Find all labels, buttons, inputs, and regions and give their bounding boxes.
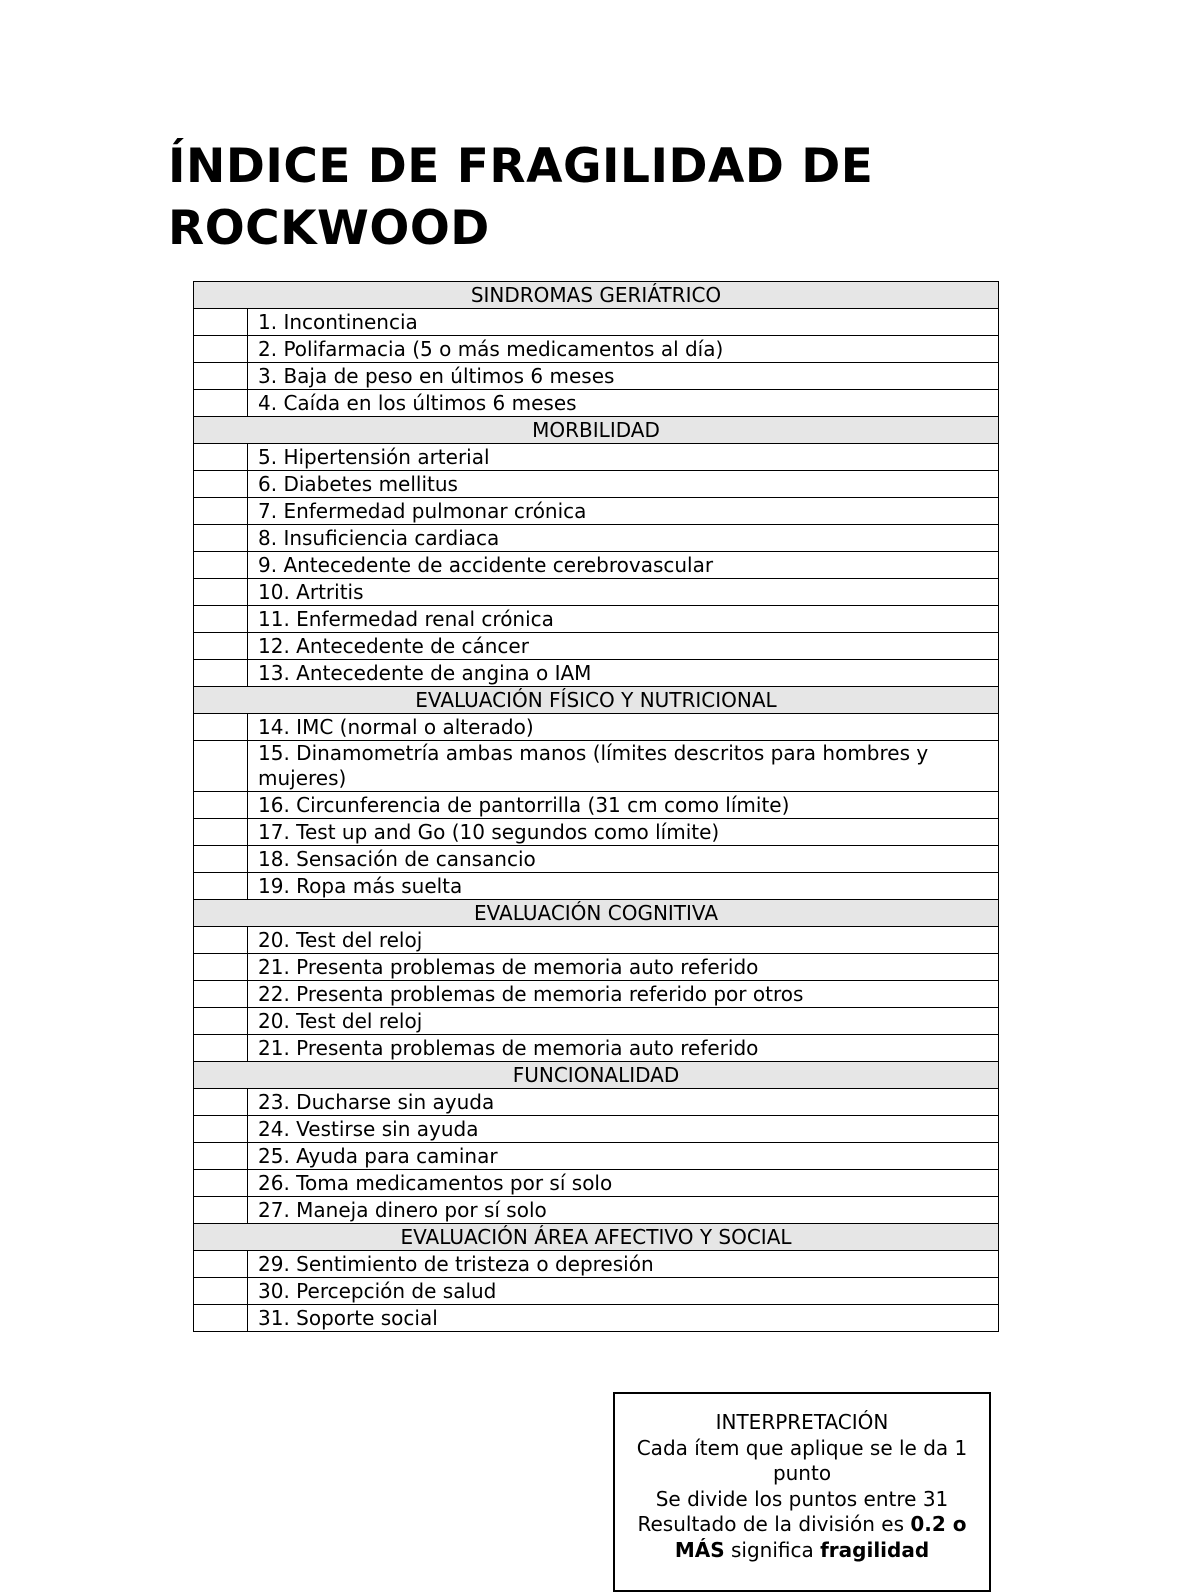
table-row [194, 606, 999, 633]
item-label: 24. Vestirse sin ayuda [248, 1116, 999, 1143]
section-header-row [194, 687, 999, 714]
frailty-index-table [193, 281, 999, 1332]
score-cell[interactable] [194, 606, 248, 633]
table-row [194, 927, 999, 954]
item-label: 22. Presenta problemas de memoria referido por otros [248, 981, 999, 1008]
table-row [194, 1170, 999, 1197]
score-cell[interactable] [194, 471, 248, 498]
table-row [194, 1305, 999, 1332]
item-label: 20. Test del reloj [248, 1008, 999, 1035]
score-cell[interactable] [194, 1035, 248, 1062]
table-row [194, 471, 999, 498]
score-cell[interactable] [194, 1143, 248, 1170]
table-row [194, 552, 999, 579]
document-title: ÍNDICE DE FRAGILIDAD DE ROCKWOOD [168, 139, 874, 256]
item-label: 26. Toma medicamentos por sí solo [248, 1170, 999, 1197]
section-heading: FUNCIONALIDAD [194, 1062, 999, 1089]
item-label: 3. Baja de peso en últimos 6 meses [248, 363, 999, 390]
item-label: 7. Enfermedad pulmonar crónica [248, 498, 999, 525]
item-label: 21. Presenta problemas de memoria auto referido [248, 954, 999, 981]
item-label: 10. Artritis [248, 579, 999, 606]
item-label: 23. Ducharse sin ayuda [248, 1089, 999, 1116]
score-cell[interactable] [194, 1278, 248, 1305]
item-label: 6. Diabetes mellitus [248, 471, 999, 498]
table-row [194, 444, 999, 471]
table-row [194, 633, 999, 660]
score-cell[interactable] [194, 927, 248, 954]
score-cell[interactable] [194, 660, 248, 687]
item-label: 8. Insuficiencia cardiaca [248, 525, 999, 552]
table-row [194, 846, 999, 873]
section-header-row [194, 282, 999, 309]
item-label: 30. Percepción de salud [248, 1278, 999, 1305]
section-heading: MORBILIDAD [194, 417, 999, 444]
interpretation-line-3-prefix: Resultado de la división es [637, 1512, 911, 1536]
section-header-row [194, 1062, 999, 1089]
table-row [194, 1008, 999, 1035]
section-header-row [194, 417, 999, 444]
item-label: 14. IMC (normal o alterado) [248, 714, 999, 741]
score-cell[interactable] [194, 363, 248, 390]
table-row [194, 792, 999, 819]
score-cell[interactable] [194, 1116, 248, 1143]
table-row [194, 336, 999, 363]
table-row [194, 1116, 999, 1143]
table-row [194, 309, 999, 336]
item-label: 31. Soporte social [248, 1305, 999, 1332]
score-cell[interactable] [194, 873, 248, 900]
item-label: 29. Sentimiento de tristeza o depresión [248, 1251, 999, 1278]
item-label: 11. Enfermedad renal crónica [248, 606, 999, 633]
table-row [194, 954, 999, 981]
item-label: 1. Incontinencia [248, 309, 999, 336]
score-cell[interactable] [194, 552, 248, 579]
score-cell[interactable] [194, 819, 248, 846]
score-cell[interactable] [194, 714, 248, 741]
interpretation-box [613, 1392, 991, 1592]
table-row [194, 714, 999, 741]
score-cell[interactable] [194, 525, 248, 552]
table-row [194, 363, 999, 390]
item-label: 12. Antecedente de cáncer [248, 633, 999, 660]
section-header-row [194, 900, 999, 927]
table-row [194, 498, 999, 525]
section-heading: EVALUACIÓN ÁREA AFECTIVO Y SOCIAL [194, 1224, 999, 1251]
item-label: 5. Hipertensión arterial [248, 444, 999, 471]
item-label: 4. Caída en los últimos 6 meses [248, 390, 999, 417]
score-cell[interactable] [194, 1008, 248, 1035]
item-label: 19. Ropa más suelta [248, 873, 999, 900]
section-heading: SINDROMAS GERIÁTRICO [194, 282, 999, 309]
item-label: 13. Antecedente de angina o IAM [248, 660, 999, 687]
score-cell[interactable] [194, 579, 248, 606]
table-row [194, 390, 999, 417]
table-row [194, 819, 999, 846]
section-heading: EVALUACIÓN FÍSICO Y NUTRICIONAL [194, 687, 999, 714]
interpretation-heading: INTERPRETACIÓN [715, 1410, 889, 1434]
score-cell[interactable] [194, 1197, 248, 1224]
interpretation-line-2: Se divide los puntos entre 31 [655, 1486, 949, 1511]
score-cell[interactable] [194, 1251, 248, 1278]
item-label: 25. Ayuda para caminar [248, 1143, 999, 1170]
score-cell[interactable] [194, 954, 248, 981]
score-cell[interactable] [194, 309, 248, 336]
section-heading: EVALUACIÓN COGNITIVA [194, 900, 999, 927]
table-row [194, 579, 999, 606]
item-label: 18. Sensación de cansancio [248, 846, 999, 873]
score-cell[interactable] [194, 1305, 248, 1332]
score-cell[interactable] [194, 444, 248, 471]
table-row [194, 1143, 999, 1170]
score-cell[interactable] [194, 981, 248, 1008]
table-row [194, 981, 999, 1008]
interpretation-line-3 [631, 1512, 973, 1563]
item-label: 9. Antecedente de accidente cerebrovascular [248, 552, 999, 579]
interpretation-line-1: Cada ítem que aplique se le da 1 punto [636, 1435, 968, 1485]
score-cell[interactable] [194, 1170, 248, 1197]
table-row [194, 660, 999, 687]
interpretation-result: fragilidad [820, 1537, 930, 1562]
table-row [194, 1197, 999, 1224]
item-label: 16. Circunferencia de pantorrilla (31 cm como límite) [248, 792, 999, 819]
item-label: 21. Presenta problemas de memoria auto referido [248, 1035, 999, 1062]
item-label: 15. Dinamometría ambas manos (límites descritos para hombres y mujeres) [248, 741, 999, 792]
table-row [194, 741, 999, 792]
item-label: 17. Test up and Go (10 segundos como límite) [248, 819, 999, 846]
score-cell[interactable] [194, 633, 248, 660]
score-cell[interactable] [194, 498, 248, 525]
item-label: 20. Test del reloj [248, 927, 999, 954]
score-cell[interactable] [194, 792, 248, 819]
interpretation-threshold: 0.2 o MÁS [674, 1512, 967, 1562]
item-label: 2. Polifarmacia (5 o más medicamentos al día) [248, 336, 999, 363]
table-row [194, 1035, 999, 1062]
table-row [194, 525, 999, 552]
score-cell[interactable] [194, 741, 248, 792]
score-cell[interactable] [194, 846, 248, 873]
item-label: 27. Maneja dinero por sí solo [248, 1197, 999, 1224]
interpretation-line-3-middle: significa [724, 1537, 821, 1562]
score-cell[interactable] [194, 336, 248, 363]
table-row [194, 873, 999, 900]
score-cell[interactable] [194, 1089, 248, 1116]
table-row [194, 1278, 999, 1305]
section-header-row [194, 1224, 999, 1251]
score-cell[interactable] [194, 390, 248, 417]
table-row [194, 1251, 999, 1278]
table-row [194, 1089, 999, 1116]
